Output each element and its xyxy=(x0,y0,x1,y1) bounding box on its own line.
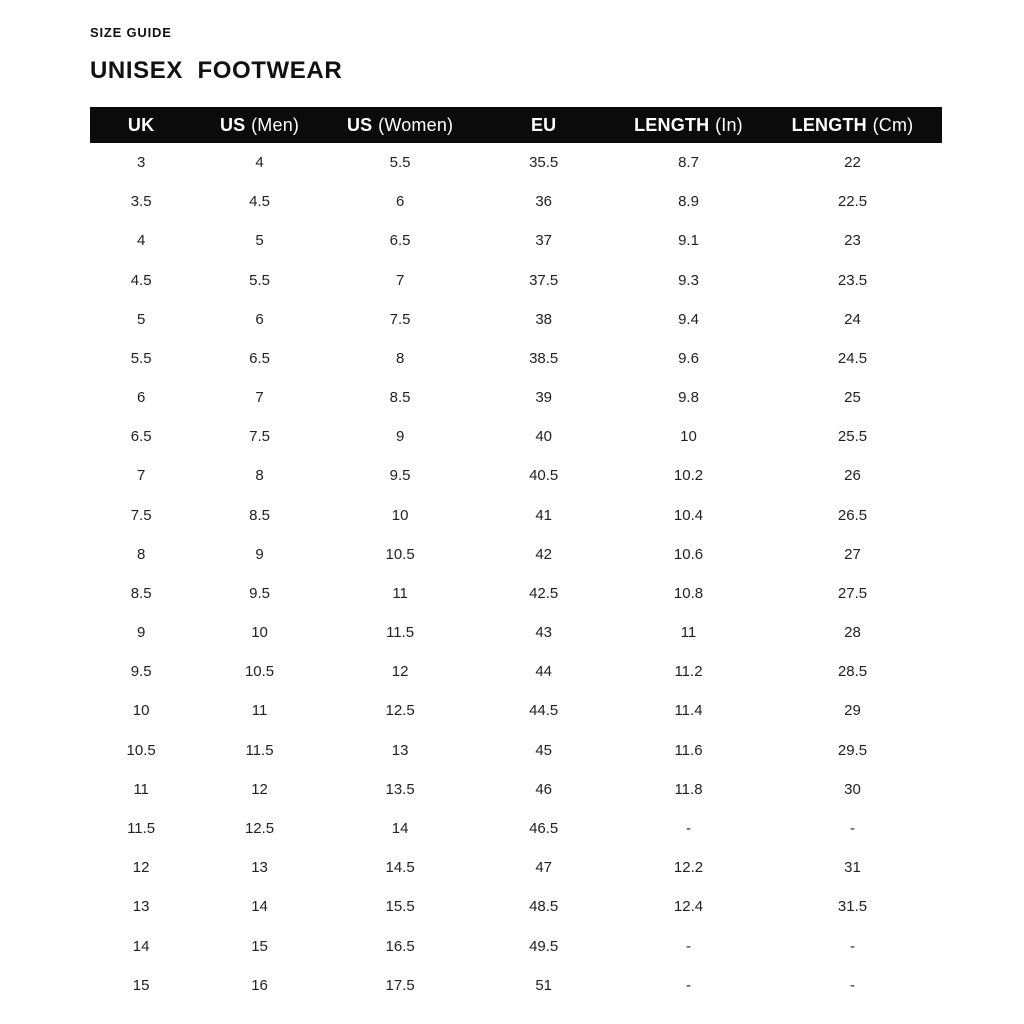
col-header-us-women: US (Women) xyxy=(346,114,454,135)
size-cell: 28 xyxy=(844,624,861,642)
size-cell: 6 xyxy=(255,310,264,328)
table-row xyxy=(90,731,942,770)
size-cell: 14.5 xyxy=(385,859,415,877)
col-header-length-cm: LENGTH (Cm) xyxy=(791,114,914,135)
size-cell: 8.9 xyxy=(678,193,699,211)
col-header-us-men-label: US xyxy=(219,114,246,135)
size-cell: - xyxy=(850,937,856,955)
size-cell: 42.5 xyxy=(529,584,559,602)
size-cell: 38 xyxy=(535,310,552,328)
size-cell: 7.5 xyxy=(130,506,152,524)
table-row xyxy=(90,809,942,848)
size-cell: 13 xyxy=(132,898,150,916)
size-cell: 8 xyxy=(395,349,405,367)
size-cell: 45 xyxy=(535,741,552,759)
size-cell: 11 xyxy=(680,624,697,642)
size-cell: 11 xyxy=(251,702,268,720)
size-cell: 31 xyxy=(844,859,861,877)
size-cell: - xyxy=(850,820,856,837)
size-cell: 10 xyxy=(680,428,697,446)
size-cell: 7.5 xyxy=(389,310,411,328)
size-cell: 17.5 xyxy=(385,976,415,994)
table-row xyxy=(90,496,942,535)
size-cell: 11.2 xyxy=(674,663,703,681)
size-cell: 4.5 xyxy=(249,193,270,211)
size-cell: 4 xyxy=(255,154,264,172)
size-cell: 51 xyxy=(535,976,552,994)
table-row xyxy=(90,535,942,574)
size-cell: 9.5 xyxy=(130,663,152,681)
size-cell: 15 xyxy=(132,976,150,994)
size-cell: 12 xyxy=(132,859,150,877)
size-cell: 29.5 xyxy=(837,741,868,759)
size-cell: 8 xyxy=(255,467,264,485)
table-row xyxy=(90,966,942,1005)
size-cell: 12 xyxy=(391,663,409,681)
size-cell: 3.5 xyxy=(130,193,152,211)
size-cell: 11 xyxy=(392,584,408,602)
size-cell: 47 xyxy=(535,859,552,877)
size-cell: 40 xyxy=(535,428,552,446)
size-table-body xyxy=(90,143,942,1005)
size-cell: 42 xyxy=(535,545,552,563)
size-guide-label: SIZE GUIDE xyxy=(90,25,172,40)
table-row xyxy=(90,339,942,378)
size-cell: 3 xyxy=(136,154,146,172)
size-cell: 44 xyxy=(535,663,552,681)
size-cell: 48.5 xyxy=(529,898,559,916)
table-row xyxy=(90,926,942,965)
size-cell: 37.5 xyxy=(529,271,559,289)
size-cell: - xyxy=(686,820,691,837)
size-cell: 22 xyxy=(844,154,861,172)
size-cell: 8.5 xyxy=(130,584,152,602)
size-cell: 13 xyxy=(251,859,268,877)
size-cell: 35.5 xyxy=(529,154,559,172)
size-cell: 31.5 xyxy=(837,898,868,916)
size-cell: 4 xyxy=(136,232,146,250)
size-cell: 9 xyxy=(395,428,405,446)
col-header-uk-label: UK xyxy=(127,114,155,135)
table-row xyxy=(90,182,942,221)
table-row xyxy=(90,143,942,182)
col-header-length-cm-label: LENGTH xyxy=(791,114,867,135)
size-cell: 9.4 xyxy=(678,310,699,328)
table-row xyxy=(90,456,942,495)
size-cell: 13 xyxy=(391,741,409,759)
size-cell: 5.5 xyxy=(249,271,270,289)
size-cell: 39 xyxy=(535,389,552,407)
col-header-length-in-label: LENGTH xyxy=(634,114,710,135)
size-cell: 7 xyxy=(395,271,405,289)
col-header-us-men: US (Men) xyxy=(219,114,300,135)
size-cell: 8.7 xyxy=(678,154,699,172)
size-cell: 15 xyxy=(251,937,268,955)
table-row xyxy=(90,613,942,652)
table-row xyxy=(90,378,942,417)
size-cell: 5 xyxy=(255,232,264,250)
table-row xyxy=(90,417,942,456)
size-cell: 12.4 xyxy=(673,898,704,916)
size-table-header-row xyxy=(90,107,942,143)
col-header-eu-label: EU xyxy=(530,114,557,135)
size-cell: 16.5 xyxy=(385,937,415,955)
table-row xyxy=(90,300,942,339)
size-cell: 9 xyxy=(136,624,146,642)
size-cell: 9.5 xyxy=(249,584,270,602)
col-header-length-in: LENGTH (In) xyxy=(634,114,743,135)
size-cell: 10 xyxy=(391,506,409,524)
size-cell: 14 xyxy=(391,820,409,837)
size-cell: 25.5 xyxy=(837,428,868,446)
size-cell: 41 xyxy=(535,506,552,524)
size-cell: 23.5 xyxy=(837,271,868,289)
size-cell: 7.5 xyxy=(249,428,270,446)
size-cell: 28.5 xyxy=(837,663,868,681)
size-cell: 7 xyxy=(255,389,264,407)
size-cell: 11 xyxy=(133,780,149,798)
size-cell: 10.6 xyxy=(673,545,704,563)
size-cell: 38.5 xyxy=(529,349,559,367)
size-cell: 12.2 xyxy=(673,859,704,877)
size-cell: 14 xyxy=(251,898,268,916)
size-cell: 9.3 xyxy=(678,271,699,289)
size-cell: 14 xyxy=(132,937,150,955)
size-cell: 10.2 xyxy=(673,467,704,485)
size-cell: 24 xyxy=(844,310,861,328)
size-table xyxy=(90,107,942,1005)
size-cell: 26.5 xyxy=(837,506,868,524)
size-cell: 9.8 xyxy=(678,389,699,407)
size-cell: 11.5 xyxy=(127,820,156,837)
size-cell: 25 xyxy=(844,389,861,407)
size-cell: 44.5 xyxy=(529,702,559,720)
table-row xyxy=(90,574,942,613)
size-cell: 5.5 xyxy=(389,154,411,172)
size-cell: 10.4 xyxy=(673,506,704,524)
size-cell: 10.5 xyxy=(244,663,275,681)
size-cell: 4.5 xyxy=(130,271,152,289)
size-cell: 27 xyxy=(844,545,861,563)
size-cell: 6.5 xyxy=(389,232,411,250)
size-cell: 37 xyxy=(535,232,552,250)
table-row xyxy=(90,770,942,809)
size-cell: 49.5 xyxy=(529,937,559,955)
table-row xyxy=(90,221,942,260)
size-cell: 6 xyxy=(136,389,146,407)
size-cell: 13.5 xyxy=(385,780,415,798)
size-cell: 11.5 xyxy=(386,624,415,642)
size-cell: 26 xyxy=(844,467,861,485)
size-cell: 46.5 xyxy=(529,820,559,837)
size-cell: 9.6 xyxy=(678,349,699,367)
size-cell: - xyxy=(686,976,691,994)
size-cell: 24.5 xyxy=(837,349,868,367)
size-cell: 12.5 xyxy=(244,820,275,837)
size-cell: 46 xyxy=(535,780,552,798)
size-cell: 10.5 xyxy=(126,741,156,759)
size-cell: 6.5 xyxy=(249,349,270,367)
size-cell: 27.5 xyxy=(837,584,868,602)
size-cell: 10 xyxy=(251,624,268,642)
size-cell: 23 xyxy=(844,232,861,250)
table-row xyxy=(90,887,942,926)
size-cell: 9.5 xyxy=(389,467,411,485)
size-cell: 6 xyxy=(395,193,405,211)
size-cell: 11.6 xyxy=(674,741,703,759)
size-cell: 22.5 xyxy=(837,193,868,211)
size-cell: 15.5 xyxy=(385,898,415,916)
size-cell: 12.5 xyxy=(385,702,415,720)
size-cell: 36 xyxy=(535,193,552,211)
page-title: UNISEX FOOTWEAR xyxy=(90,57,343,84)
size-cell: 43 xyxy=(535,624,552,642)
size-cell: - xyxy=(686,937,691,955)
size-cell: 8 xyxy=(136,545,146,563)
size-cell: 8.5 xyxy=(249,506,270,524)
size-cell: 10.5 xyxy=(385,545,415,563)
size-cell: 16 xyxy=(251,976,268,994)
col-header-uk xyxy=(90,107,192,143)
size-cell: 30 xyxy=(844,780,861,798)
size-cell: 6.5 xyxy=(130,428,152,446)
table-row xyxy=(90,652,942,691)
size-cell: 8.5 xyxy=(389,389,411,407)
size-cell: - xyxy=(850,976,856,994)
size-guide-page xyxy=(90,0,942,1005)
size-cell: 10.8 xyxy=(673,584,704,602)
size-cell: 40.5 xyxy=(529,467,559,485)
col-header-us-women-label: US xyxy=(346,114,373,135)
size-cell: 12 xyxy=(251,780,268,798)
size-cell: 5.5 xyxy=(130,349,152,367)
size-cell: 9 xyxy=(255,545,264,563)
size-cell: 9.1 xyxy=(678,232,699,250)
size-cell: 10 xyxy=(132,702,150,720)
table-row xyxy=(90,848,942,887)
col-header-eu xyxy=(473,107,614,143)
size-cell: 11.8 xyxy=(674,780,703,798)
size-cell: 7 xyxy=(136,467,146,485)
size-cell: 11.4 xyxy=(674,702,703,720)
size-cell: 5 xyxy=(136,310,146,328)
size-cell: 29 xyxy=(844,702,861,720)
table-row xyxy=(90,691,942,730)
size-cell: 11.5 xyxy=(245,741,274,759)
table-row xyxy=(90,261,942,300)
